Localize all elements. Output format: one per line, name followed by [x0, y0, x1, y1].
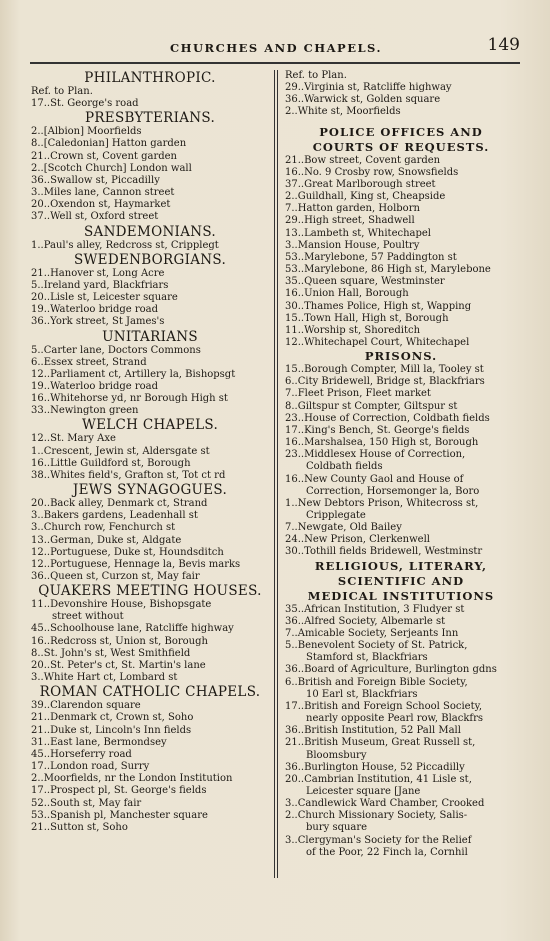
list-item: 11..Worship st, Shoreditch [285, 324, 421, 336]
list-item: 45..Schoolhouse lane, Ratcliffe highway [31, 623, 234, 635]
list-item: 53..Spanish pl, Manchester square [31, 809, 208, 821]
section-heading: ROMAN CATHOLIC CHAPELS. [39, 684, 261, 701]
list-item: 3..Candlewick Ward Chamber, Crooked [285, 798, 485, 810]
list-item: 1..Crescent, Jewin st, Aldersgate st [31, 445, 210, 457]
entry-continuation: of the Poor, 22 Finch la, Cornhil [306, 846, 468, 858]
list-item: 17..London road, Surry [31, 761, 150, 773]
list-item: 16..Marshalsea, 150 High st, Borough [285, 437, 479, 449]
list-item: 20..Back alley, Denmark ct, Strand [31, 498, 208, 510]
section-heading: SCIENTIFIC AND [337, 573, 465, 588]
entry-continuation: 10 Earl st, Blackfriars [306, 688, 418, 700]
list-item: 30..Thames Police, High st, Wapping [285, 300, 472, 312]
entry-continuation: nearly opposite Pearl row, Blackfrs [306, 713, 484, 725]
list-item: 33..Newington green [31, 405, 139, 417]
entry-continuation: Coldbath fields [306, 461, 383, 473]
list-item: 7..Fleet Prison, Fleet market [285, 388, 431, 400]
entry-continuation: street without [52, 611, 124, 623]
running-header [30, 35, 520, 62]
list-item: 17..St. George's road [31, 98, 139, 110]
list-item: 36..Swallow st, Piccadilly [31, 174, 160, 186]
section-heading: UNITARIANS [102, 328, 198, 345]
list-item: 17..King's Bench, St. George's fields [285, 424, 470, 436]
list-item: 35..African Institution, 3 Fludyer st [285, 603, 465, 615]
right-column [282, 70, 520, 859]
list-item: 13..Lambeth st, Whitechapel [285, 227, 432, 239]
entry-continuation: Cripplegate [306, 510, 366, 521]
section-heading: SWEDENBORGIANS. [73, 251, 227, 268]
list-item: 5..Benevolent Society of St. Patrick, [285, 640, 468, 652]
section-heading: PHILANTHROPIC. [84, 70, 216, 86]
list-item: 36..British Institution, 52 Pall Mall [285, 725, 461, 737]
section-heading: RELIGIOUS, LITERARY, [314, 558, 488, 573]
list-item: 21..British Museum, Great Russell st, [285, 737, 476, 749]
list-item: 7..Hatton garden, Holborn [285, 203, 420, 215]
entry-continuation: Bloomsbury [306, 749, 367, 761]
list-item: 29..Virginia st, Ratcliffe highway [285, 82, 452, 94]
list-item: 8..Giltspur st Compter, Giltspur st [285, 400, 458, 412]
list-item: 8..[Caledonian] Hatton garden [31, 138, 187, 150]
list-item: 30..Tothill fields Bridewell, Westminstr [285, 546, 483, 558]
list-item: 38..Whites field's, Grafton st, Tot ct rd [31, 469, 226, 481]
column-divider-inner [277, 70, 278, 878]
list-item: Ref. to Plan. [31, 86, 93, 97]
running-title: CHURCHES AND CHAPELS. [170, 41, 382, 55]
list-item: 2..Moorfields, nr the London Institution [31, 773, 233, 785]
section-heading: PRESBYTERIANS. [84, 110, 216, 127]
list-item: 16..Whitehorse yd, nr Borough High st [31, 393, 228, 405]
list-item: 2..[Albion] Moorfields [31, 126, 142, 138]
entry-continuation: bury square [306, 822, 368, 834]
list-item: 6..Essex street, Strand [31, 356, 147, 368]
list-item: 36..Queen st, Curzon st, May fair [31, 571, 200, 582]
list-item: 3..White Hart ct, Lombard st [31, 672, 178, 684]
list-item: 31..East lane, Bermondsey [31, 736, 167, 748]
list-item: 1..New Debtors Prison, Whitecross st, [285, 497, 479, 509]
list-item: 36..Warwick st, Golden square [285, 94, 441, 106]
list-item: 17..British and Foreign School Society, [285, 700, 483, 712]
list-item: 5..Ireland yard, Blackfriars [31, 279, 169, 291]
list-item: 5..Carter lane, Doctors Commons [31, 344, 201, 356]
entry-continuation: Correction, Horsemonger la, Boro [306, 485, 480, 497]
section-heading: JEWS SYNAGOGUES. [72, 482, 228, 499]
list-item: 3..Miles lane, Cannon street [31, 187, 175, 199]
list-item: 19..Waterloo bridge road [31, 304, 159, 316]
list-item: 52..South st, May fair [31, 797, 142, 809]
section-heading: SANDEMONIANS. [83, 223, 217, 240]
list-item: 12..Portuguese, Duke st, Houndsditch [31, 546, 224, 558]
list-item: 36..York street, St James's [31, 316, 165, 328]
list-item: 39..Clarendon square [31, 700, 141, 712]
list-item: 16..No. 9 Crosby row, Snowsfields [285, 166, 459, 178]
entry-continuation: Leicester square [Jane [306, 785, 421, 797]
list-item: 16..New County Gaol and House of [285, 473, 464, 485]
list-item: 21..Hanover st, Long Acre [31, 267, 165, 279]
list-item: 45..Horseferry road [31, 748, 132, 760]
list-item: 16..Little Guildford st, Borough [31, 457, 191, 469]
list-item: 23..Middlesex House of Correction, [285, 449, 466, 461]
list-item: 21..Bow street, Covent garden [285, 154, 441, 166]
column-divider [274, 70, 275, 878]
list-item: 15..Borough Compter, Mill la, Tooley st [285, 364, 484, 376]
list-item: 21..Duke st, Lincoln's Inn fields [31, 724, 192, 736]
list-item: 36..Alfred Society, Albemarle st [285, 615, 446, 627]
list-item: 8..St. John's st, West Smithfield [31, 647, 191, 659]
list-item: 2..White st, Moorfields [285, 106, 401, 118]
list-item: 37..Well st, Oxford street [31, 211, 159, 223]
list-item: 12..Whitechapel Court, Whitechapel [285, 336, 470, 348]
list-item: 16..Union Hall, Borough [285, 288, 409, 300]
list-item: 12..Parliament ct, Artillery la, Bishopsgt [31, 368, 236, 380]
section-heading: WELCH CHAPELS. [81, 417, 219, 434]
list-item: 35..Queen square, Westminster [285, 276, 445, 288]
list-item: 6..City Bridewell, Bridge st, Blackfriars [285, 376, 485, 388]
list-item: 16..Redcross st, Union st, Borough [31, 635, 208, 647]
list-item: 20..Cambrian Institution, 41 Lisle st, [285, 773, 472, 785]
list-item: 19..Waterloo bridge road [31, 380, 159, 392]
list-item: 20..St. Peter's ct, St. Martin's lane [31, 659, 206, 671]
list-item: Ref. to Plan. [285, 70, 347, 81]
list-item: 2..Guildhall, King st, Cheapside [285, 191, 446, 203]
list-item: 24..New Prison, Clerkenwell [285, 534, 430, 546]
list-item: 6..British and Foreign Bible Society, [285, 676, 468, 688]
section-heading: PRISONS. [364, 349, 438, 364]
list-item: 2..[Scotch Church] London wall [31, 162, 192, 174]
list-item: 11..Devonshire House, Bishopsgate [31, 599, 212, 611]
list-item: 36..Board of Agriculture, Burlington gdns [285, 664, 497, 676]
list-item: 3..Mansion House, Poultry [285, 239, 420, 251]
section-heading: QUAKERS MEETING HOUSES. [38, 583, 262, 600]
list-item: 21..Denmark ct, Crown st, Soho [31, 712, 194, 724]
header-rule [30, 62, 520, 64]
list-item: 17..Prospect pl, St. George's fields [31, 785, 207, 797]
list-item: 3..Bakers gardens, Leadenhall st [31, 510, 198, 522]
list-item: 23..House of Correction, Coldbath fields [285, 412, 490, 424]
left-column [28, 70, 272, 834]
list-item: 15..Town Hall, High st, Borough [285, 312, 449, 324]
list-item: 12..St. Mary Axe [31, 433, 116, 445]
list-item: 3..Church row, Fenchurch st [31, 522, 176, 534]
list-item: 53..Marylebone, 86 High st, Marylebone [285, 264, 491, 276]
list-item: 1..Paul's alley, Redcross st, Cripplegt [31, 239, 219, 251]
list-item: 12..Portuguese, Hennage la, Bevis marks [31, 558, 241, 570]
list-item: 21..Crown st, Covent garden [31, 150, 178, 162]
list-item: 29..High street, Shadwell [285, 215, 415, 227]
list-item: 7..Newgate, Old Bailey [285, 522, 402, 534]
list-item: 13..German, Duke st, Aldgate [31, 534, 182, 546]
list-item: 20..Oxendon st, Haymarket [31, 199, 171, 211]
entry-continuation: Stamford st, Blackfriars [306, 652, 428, 664]
list-item: 37..Great Marlborough street [285, 178, 436, 190]
section-heading: MEDICAL INSTITUTIONS [307, 588, 495, 603]
list-item: 20..Lisle st, Leicester square [31, 292, 178, 304]
list-item: 7..Amicable Society, Serjeants Inn [285, 627, 459, 639]
list-item: 21..Sutton st, Soho [31, 821, 128, 833]
list-item: 2..Church Missionary Society, Salis- [285, 810, 468, 822]
list-item: 3..Clergyman's Society for the Relief [285, 834, 472, 846]
list-item: 53..Marylebone, 57 Paddington st [285, 251, 457, 263]
page-number: 149 [487, 35, 520, 55]
list-item: 36..Burlington House, 52 Piccadilly [285, 761, 465, 773]
section-heading: COURTS OF REQUESTS. [312, 139, 490, 154]
section-heading: POLICE OFFICES AND [319, 124, 483, 139]
